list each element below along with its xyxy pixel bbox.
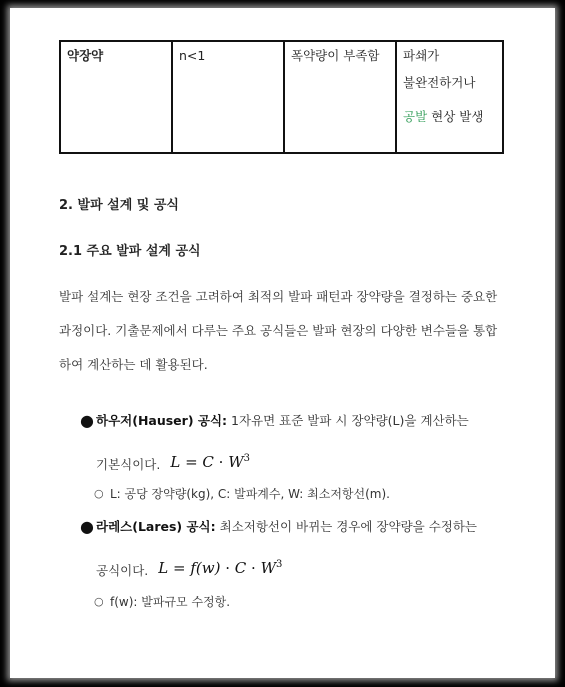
document-page: 약장약 n<1 폭약량이 부족함 파쇄가 불완전하거나 공발 현상 발생 2. 발파 설계 및 공식 2.1 주요 발파 설계 공식 발파 설계는 현장 조건을 고려하여 최적의 발파 패턴과 장약량을 결정하는 중요한 과정이다. 기출문제에서 다루는 주요 공식들은 발파 현장의 다양한 변수들을 통합하여 계산하는 데 활용된다. ● 하우저(Hauser) 공식: 1자유면 표준 발파 시 장약량(L)을 계산하는 기본식이다. $L = C \cdot W^3$ ○ L: 공당 장약량(kg), C: 발파계수, W: 최소저항선(m). ● 라레스(Lares) 공식: 최소저항선이 바뀌는 경우에 장약량을 수정하는 공식이다. $L = f(w) \cdot C \cdot W^3$ ○ f(w): 발파규모 수정항. — [10, 8, 555, 678]
bullet-dot-icon: ● — [80, 411, 94, 430]
subsection-heading: 2.1 주요 발파 설계 공식 — [59, 244, 201, 259]
charge-table — [59, 40, 504, 154]
highlight-text: 공발 — [403, 109, 428, 124]
hauser-formula: $L = C \cdot W^3$ — [170, 453, 251, 471]
intro-paragraph: 발파 설계는 현장 조건을 고려하여 최적의 발파 패턴과 장약량을 결정하는 중요한 과정이다. 기출문제에서 다루는 주요 공식들은 발파 현장의 다양한 변수들을 통합하여 계산하는 데 활용된다. — [59, 289, 498, 372]
lares-formula: $L = f(w) \cdot C \cdot W^3$ — [158, 559, 283, 577]
table-row — [60, 41, 503, 153]
sub-item-hauser: ○ L: 공당 장약량(kg), C: 발파계수, W: 최소저항선(m). — [110, 484, 390, 504]
sub-item-lares: ○ f(w): 발파규모 수정항. — [110, 592, 230, 612]
table-cell-condition: 폭약량이 부족함 — [284, 41, 396, 153]
table-cell-result: 파쇄가 불완전하거나 공발 현상 발생 — [396, 41, 503, 153]
circle-bullet-icon: ○ — [94, 595, 104, 608]
circle-bullet-icon: ○ — [94, 487, 104, 500]
section-heading: 2. 발파 설계 및 공식 — [59, 198, 179, 213]
table-cell-type: 약장약 — [60, 41, 172, 153]
table-cell-ratio: n<1 — [172, 41, 284, 153]
bullet-dot-icon: ● — [80, 517, 94, 536]
